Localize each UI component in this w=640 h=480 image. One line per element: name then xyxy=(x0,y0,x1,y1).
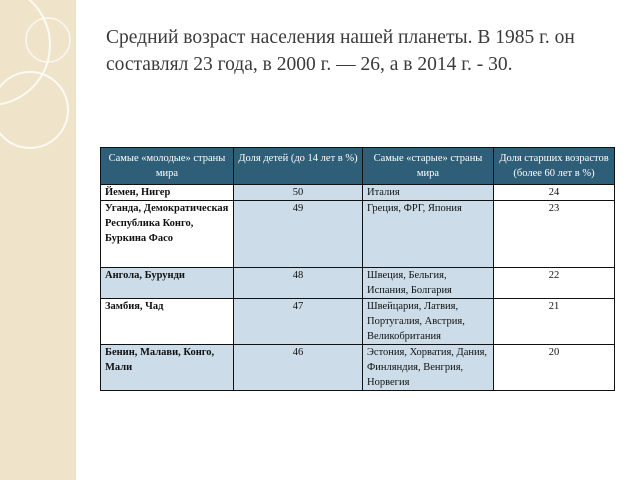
header-children-share: Доля детей (до 14 лет в %) xyxy=(234,148,363,185)
old-countries-cell: Греция, ФРГ, Япония xyxy=(363,201,494,268)
young-countries-cell: Бенин, Малави, Конго, Мали xyxy=(101,345,234,391)
children-share-cell: 48 xyxy=(234,268,363,299)
header-elderly-share: Доля старших возрастов (более 60 лет в %) xyxy=(494,148,615,185)
elderly-share-cell: 24 xyxy=(494,185,615,201)
table-row xyxy=(101,185,615,201)
slide-content xyxy=(76,0,640,480)
elderly-share-cell: 23 xyxy=(494,201,615,268)
young-countries-cell: Замбия, Чад xyxy=(101,299,234,345)
table-row xyxy=(101,268,615,299)
header-old-countries: Самые «старые» страны мира xyxy=(363,148,494,185)
children-share-cell: 50 xyxy=(234,185,363,201)
table-row xyxy=(101,345,615,391)
table-row xyxy=(101,201,615,268)
elderly-share-cell: 21 xyxy=(494,299,615,345)
header-young-countries: Самые «молодые» страны мира xyxy=(101,148,234,185)
old-countries-cell: Италия xyxy=(363,185,494,201)
old-countries-cell: Эстония, Хорватия, Дания, Финляндия, Венгрия, Норвегия xyxy=(363,345,494,391)
children-share-cell: 49 xyxy=(234,201,363,268)
young-countries-cell: Йемен, Нигер xyxy=(101,185,234,201)
old-countries-cell: Швейцария, Латвия, Португалия, Австрия, Великобритания xyxy=(363,299,494,345)
age-table xyxy=(100,147,615,391)
table-header-row xyxy=(101,148,615,185)
table-row xyxy=(101,299,615,345)
slide-title: Средний возраст населения нашей планеты. В 1985 г. он составлял 23 года, в 2000 г. — 26, а в 2014 г. - 30. xyxy=(106,27,575,75)
young-countries-cell: Уганда, Демократическая Республика Конго, Буркина Фасо xyxy=(101,201,234,268)
elderly-share-cell: 22 xyxy=(494,268,615,299)
children-share-cell: 46 xyxy=(234,345,363,391)
elderly-share-cell: 20 xyxy=(494,345,615,391)
young-countries-cell: Ангола, Бурунди xyxy=(101,268,234,299)
decorative-circles xyxy=(0,0,76,480)
children-share-cell: 47 xyxy=(234,299,363,345)
old-countries-cell: Швеция, Бельгия, Испания, Болгария xyxy=(363,268,494,299)
decorative-sidebar xyxy=(0,0,77,480)
